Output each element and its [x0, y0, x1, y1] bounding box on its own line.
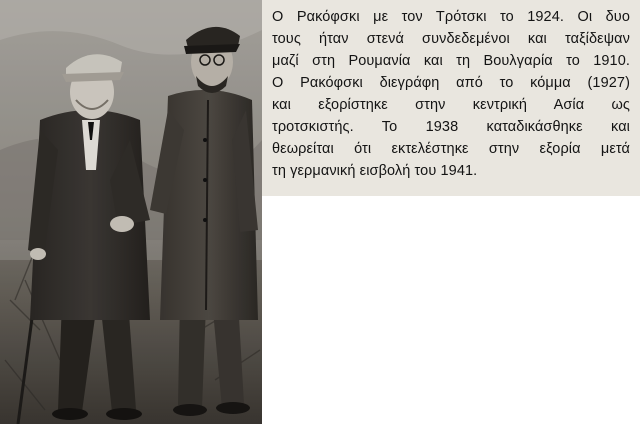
caption-line-7: θεωρείται ότι εκτελέστηκε στην εξορία μετά: [272, 141, 630, 157]
caption-line-5: και εξορίστηκε στην κεντρική Ασία ως: [272, 97, 630, 113]
caption-line-2: τους ήταν στενά συνδεδεμένοι και ταξίδεψαν: [272, 31, 630, 47]
caption-line-1: Ο Ρακόφσκι με τον Τρότσκι το 1924. Οι δυο: [272, 9, 630, 25]
photograph-image: [0, 0, 262, 424]
caption-line-6: τροτσκιστής. Το 1938 καταδικάσθηκε και: [272, 119, 630, 135]
caption-line-8: τη γερμανική εισβολή του 1941.: [272, 163, 478, 179]
blank-area: [262, 196, 640, 424]
historical-photograph: [0, 0, 262, 424]
caption-line-3: μαζί στη Ρουμανία και τη Βουλγαρία το 1910.: [272, 53, 630, 69]
photo-caption: [262, 0, 640, 196]
caption-line-4: Ο Ρακόφσκι διεγράφη από το κόμμα (1927): [272, 75, 630, 91]
